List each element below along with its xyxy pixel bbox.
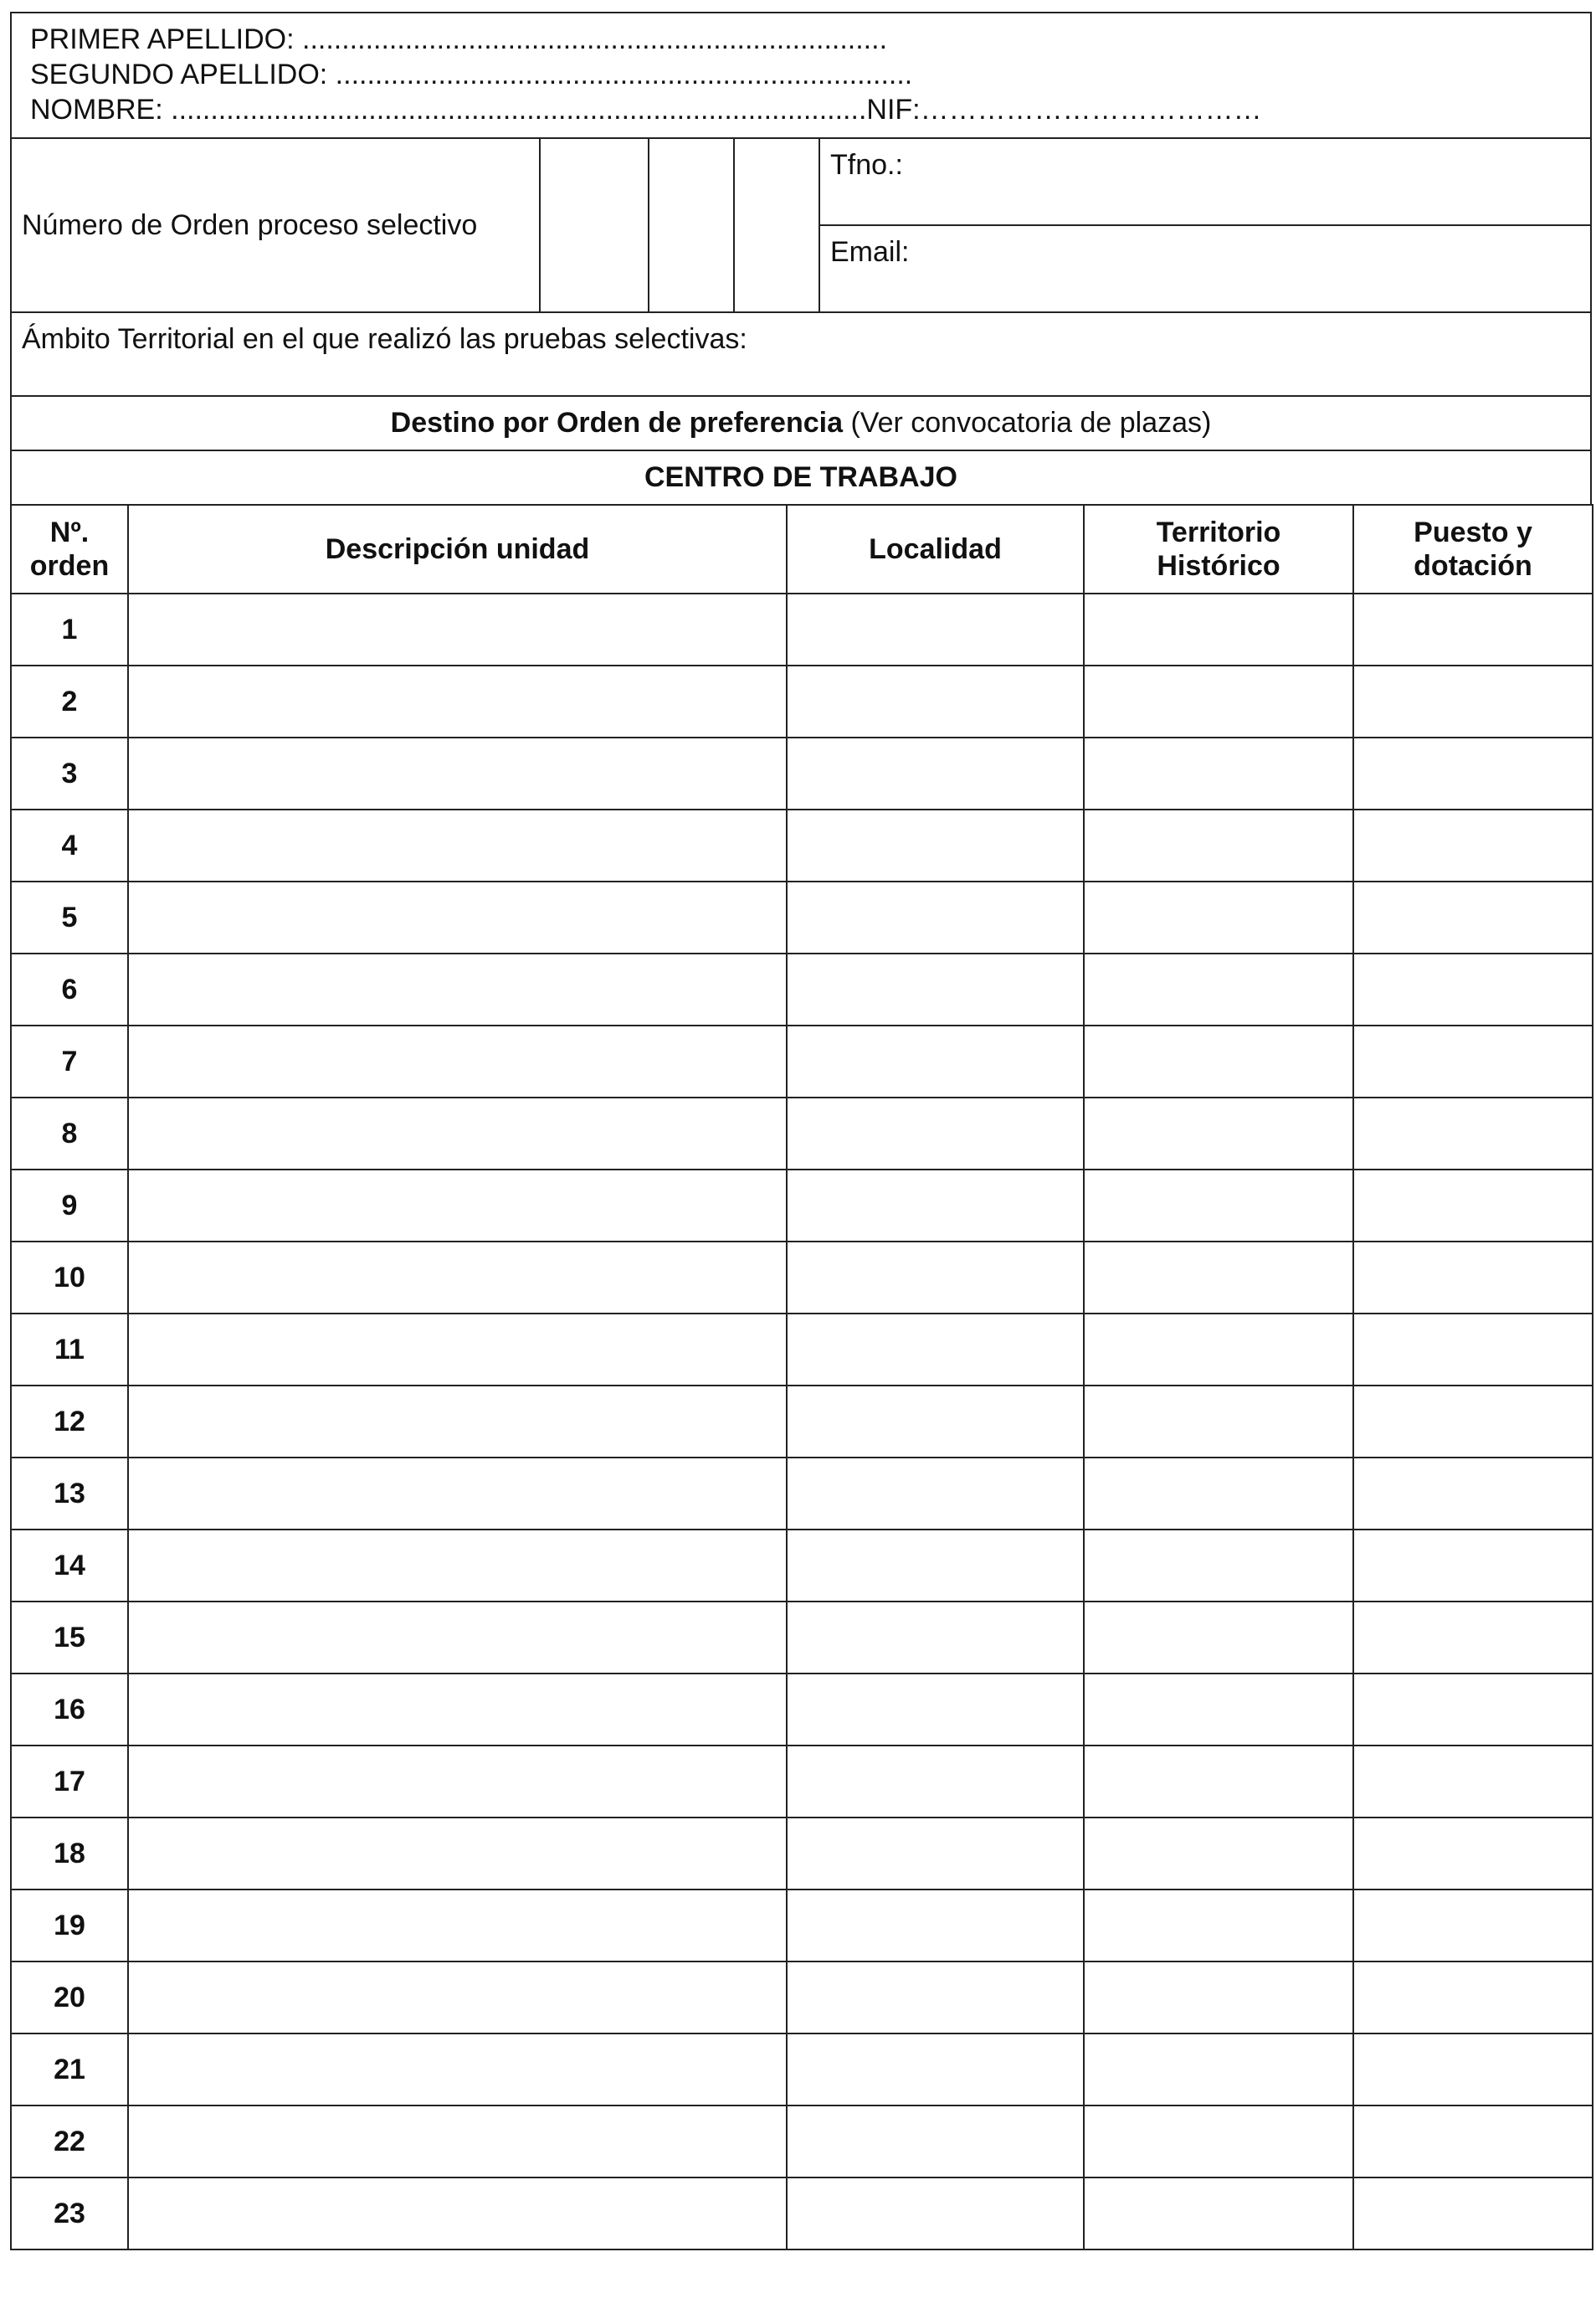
localidad-cell[interactable] [787, 1314, 1084, 1386]
table-row [11, 1602, 1593, 1674]
territorio-cell[interactable] [1084, 1170, 1353, 1242]
puesto-cell[interactable] [1353, 954, 1593, 1026]
localidad-cell[interactable] [787, 666, 1084, 738]
territorio-cell[interactable] [1084, 1098, 1353, 1170]
descripcion-cell[interactable] [128, 1818, 787, 1890]
segundo-apellido-field[interactable]: SEGUNDO APELLIDO: ......................................................................... [30, 59, 913, 90]
territorio-cell[interactable] [1084, 882, 1353, 954]
puesto-cell[interactable] [1353, 1746, 1593, 1818]
row-number: 15 [11, 1602, 128, 1674]
puesto-cell[interactable] [1353, 1314, 1593, 1386]
territorio-cell[interactable] [1084, 1602, 1353, 1674]
row-number: 9 [11, 1170, 128, 1242]
table-row [11, 1746, 1593, 1818]
descripcion-cell[interactable] [128, 1026, 787, 1098]
col-header-orden-line2: orden [29, 550, 110, 582]
table-row [11, 2105, 1593, 2177]
descripcion-cell[interactable] [128, 666, 787, 738]
localidad-cell[interactable] [787, 1098, 1084, 1170]
table-row [11, 1314, 1593, 1386]
puesto-cell[interactable] [1353, 2105, 1593, 2177]
row-number: 8 [11, 1098, 128, 1170]
territorio-cell[interactable] [1084, 1242, 1353, 1314]
row-number: 19 [11, 1890, 128, 1962]
localidad-cell[interactable] [787, 1386, 1084, 1458]
table-row [11, 954, 1593, 1026]
order-digit-box[interactable] [648, 139, 733, 311]
col-header-orden-line1: Nº. [49, 517, 90, 548]
puesto-cell[interactable] [1353, 2034, 1593, 2105]
table-row [11, 1674, 1593, 1746]
row-number: 16 [11, 1674, 128, 1746]
order-number-label: Número de Orden proceso selectivo [22, 208, 478, 241]
row-number: 6 [11, 954, 128, 1026]
localidad-cell[interactable] [787, 1170, 1084, 1242]
row-number: 1 [11, 594, 128, 666]
territorio-cell[interactable] [1084, 1962, 1353, 2034]
localidad-cell[interactable] [787, 954, 1084, 1026]
table-row [11, 1890, 1593, 1962]
descripcion-cell[interactable] [128, 1962, 787, 2034]
descripcion-cell[interactable] [128, 2177, 787, 2249]
tfno-field[interactable]: Tfno.: [820, 139, 1590, 226]
col-header-descripcion: Descripción unidad [128, 505, 787, 594]
descripcion-cell[interactable] [128, 1674, 787, 1746]
localidad-cell[interactable] [787, 1674, 1084, 1746]
localidad-cell[interactable] [787, 1962, 1084, 2034]
row-number: 12 [11, 1386, 128, 1458]
descripcion-cell[interactable] [128, 1890, 787, 1962]
table-row [11, 2034, 1593, 2105]
application-form [10, 12, 1592, 2250]
row-number: 20 [11, 1962, 128, 2034]
territorio-cell[interactable] [1084, 2177, 1353, 2249]
descripcion-cell[interactable] [128, 2105, 787, 2177]
descripcion-cell[interactable] [128, 882, 787, 954]
descripcion-cell[interactable] [128, 1386, 787, 1458]
table-row [11, 1098, 1593, 1170]
centro-de-trabajo-heading: CENTRO DE TRABAJO [10, 450, 1592, 504]
table-row [11, 810, 1593, 882]
puesto-cell[interactable] [1353, 1242, 1593, 1314]
localidad-cell[interactable] [787, 2034, 1084, 2105]
puesto-cell[interactable] [1353, 738, 1593, 810]
row-number: 23 [11, 2177, 128, 2249]
table-row [11, 1386, 1593, 1458]
descripcion-cell[interactable] [128, 1098, 787, 1170]
puesto-cell[interactable] [1353, 666, 1593, 738]
territorio-cell[interactable] [1084, 2105, 1353, 2177]
row-number: 17 [11, 1746, 128, 1818]
table-row [11, 1170, 1593, 1242]
territorio-cell[interactable] [1084, 954, 1353, 1026]
puesto-cell[interactable] [1353, 810, 1593, 882]
table-row [11, 882, 1593, 954]
puesto-cell[interactable] [1353, 594, 1593, 666]
table-row [11, 1242, 1593, 1314]
localidad-cell[interactable] [787, 1602, 1084, 1674]
descripcion-cell[interactable] [128, 1242, 787, 1314]
puesto-cell[interactable] [1353, 1890, 1593, 1962]
localidad-cell[interactable] [787, 2177, 1084, 2249]
localidad-cell[interactable] [787, 1530, 1084, 1602]
territorio-cell[interactable] [1084, 738, 1353, 810]
col-header-puesto [1353, 505, 1593, 594]
puesto-cell[interactable] [1353, 1170, 1593, 1242]
descripcion-cell[interactable] [128, 954, 787, 1026]
order-digit-box[interactable] [539, 139, 648, 311]
localidad-cell[interactable] [787, 1818, 1084, 1890]
localidad-cell[interactable] [787, 810, 1084, 882]
descripcion-cell[interactable] [128, 1458, 787, 1530]
territorio-cell[interactable] [1084, 1530, 1353, 1602]
table-row [11, 1458, 1593, 1530]
territorio-cell[interactable] [1084, 1674, 1353, 1746]
territorio-cell[interactable] [1084, 594, 1353, 666]
puesto-cell[interactable] [1353, 1098, 1593, 1170]
territorio-cell[interactable] [1084, 1746, 1353, 1818]
destino-heading-bold: Destino por Orden de preferencia [390, 407, 843, 439]
col-header-territorio-line2: Histórico [1157, 550, 1280, 582]
col-header-puesto-line2: dotación [1414, 550, 1532, 582]
row-number: 18 [11, 1818, 128, 1890]
localidad-cell[interactable] [787, 1458, 1084, 1530]
row-number: 2 [11, 666, 128, 738]
row-number: 21 [11, 2034, 128, 2105]
email-field[interactable]: Email: [830, 236, 910, 268]
row-number: 10 [11, 1242, 128, 1314]
row-number: 22 [11, 2105, 128, 2177]
localidad-cell[interactable] [787, 1026, 1084, 1098]
ambito-territorial-field[interactable]: Ámbito Territorial en el que realizó las pruebas selectivas: [10, 311, 1592, 395]
puesto-cell[interactable] [1353, 1458, 1593, 1530]
territorio-cell[interactable] [1084, 1890, 1353, 1962]
table-row [11, 1530, 1593, 1602]
table-row [11, 1026, 1593, 1098]
row-number: 3 [11, 738, 128, 810]
puesto-cell[interactable] [1353, 1818, 1593, 1890]
destino-heading [10, 395, 1592, 450]
row-number: 5 [11, 882, 128, 954]
destinos-table [10, 504, 1593, 2250]
descripcion-cell[interactable] [128, 1170, 787, 1242]
destino-heading-note: (Ver convocatoria de plazas) [843, 407, 1212, 439]
puesto-cell[interactable] [1353, 1962, 1593, 2034]
row-number: 14 [11, 1530, 128, 1602]
col-header-localidad: Localidad [787, 505, 1084, 594]
puesto-cell[interactable] [1353, 1602, 1593, 1674]
puesto-cell[interactable] [1353, 1386, 1593, 1458]
col-header-puesto-line1: Puesto y [1414, 517, 1532, 548]
row-number: 11 [11, 1314, 128, 1386]
descripcion-cell[interactable] [128, 810, 787, 882]
order-number-row [10, 137, 1592, 311]
contact-box [819, 139, 1590, 311]
descripcion-cell[interactable] [128, 1314, 787, 1386]
table-row [11, 1818, 1593, 1890]
col-header-territorio [1084, 505, 1353, 594]
localidad-cell[interactable] [787, 1746, 1084, 1818]
territorio-cell[interactable] [1084, 1386, 1353, 1458]
table-row [11, 738, 1593, 810]
col-header-territorio-line1: Territorio [1156, 517, 1281, 548]
descripcion-cell[interactable] [128, 1602, 787, 1674]
table-row [11, 2177, 1593, 2249]
territorio-cell[interactable] [1084, 1314, 1353, 1386]
puesto-cell[interactable] [1353, 1530, 1593, 1602]
descripcion-cell[interactable] [128, 2034, 787, 2105]
table-row [11, 1962, 1593, 2034]
puesto-cell[interactable] [1353, 1674, 1593, 1746]
row-number: 13 [11, 1458, 128, 1530]
territorio-cell[interactable] [1084, 666, 1353, 738]
nombre-nif-field[interactable]: NOMBRE: ........................................................................................NIF:……………………………… [30, 94, 1262, 126]
col-header-orden [11, 505, 128, 594]
row-number: 7 [11, 1026, 128, 1098]
descripcion-cell[interactable] [128, 1530, 787, 1602]
puesto-cell[interactable] [1353, 882, 1593, 954]
territorio-cell[interactable] [1084, 810, 1353, 882]
localidad-cell[interactable] [787, 1242, 1084, 1314]
table-row [11, 666, 1593, 738]
primer-apellido-field[interactable]: PRIMER APELLIDO: .......................................................................... [30, 23, 888, 55]
puesto-cell[interactable] [1353, 2177, 1593, 2249]
territorio-cell[interactable] [1084, 2034, 1353, 2105]
destinos-table-body [11, 594, 1593, 2249]
territorio-cell[interactable] [1084, 1818, 1353, 1890]
table-row [11, 594, 1593, 666]
territorio-cell[interactable] [1084, 1026, 1353, 1098]
descripcion-cell[interactable] [128, 594, 787, 666]
row-number: 4 [11, 810, 128, 882]
table-header-row [11, 505, 1593, 594]
territorio-cell[interactable] [1084, 1458, 1353, 1530]
descripcion-cell[interactable] [128, 738, 787, 810]
order-digit-box[interactable] [733, 139, 819, 311]
localidad-cell[interactable] [787, 2105, 1084, 2177]
personal-data-box [10, 12, 1592, 137]
descripcion-cell[interactable] [128, 1746, 787, 1818]
localidad-cell[interactable] [787, 594, 1084, 666]
localidad-cell[interactable] [787, 738, 1084, 810]
localidad-cell[interactable] [787, 882, 1084, 954]
puesto-cell[interactable] [1353, 1026, 1593, 1098]
localidad-cell[interactable] [787, 1890, 1084, 1962]
